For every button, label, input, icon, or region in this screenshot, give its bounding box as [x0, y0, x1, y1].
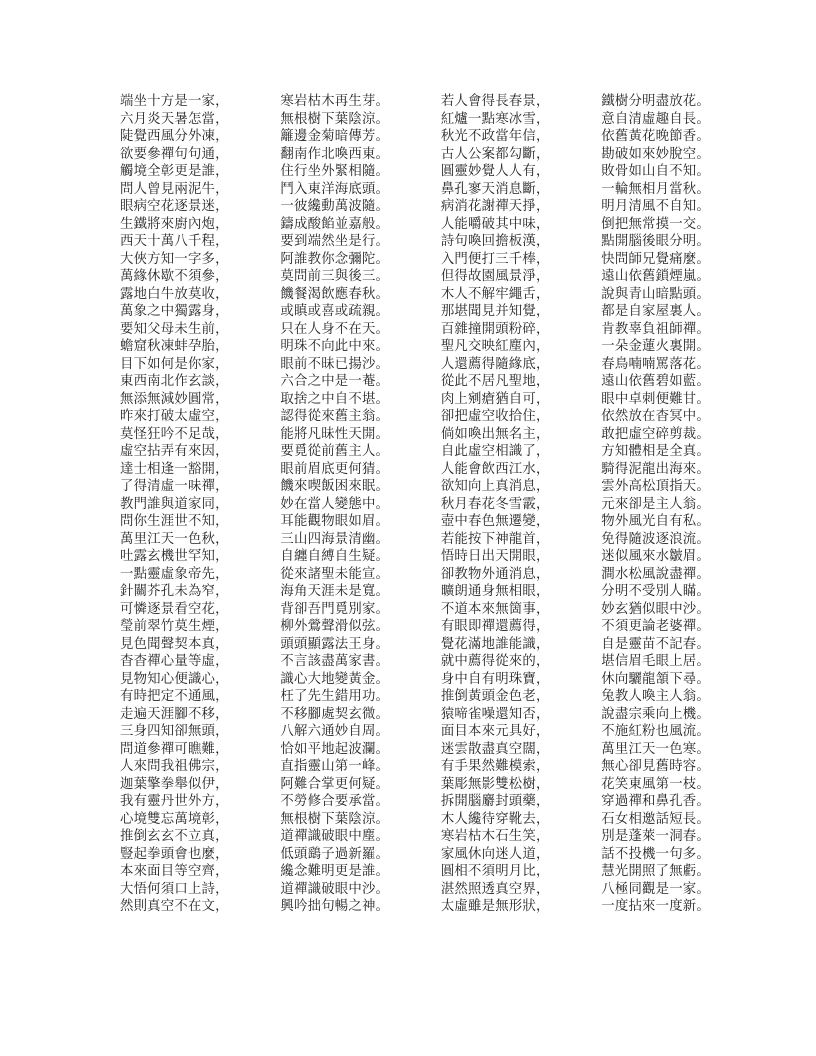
- verse-line: [120, 881, 710, 899]
- verse-phrase: 紅爐一點寒冰雪，: [440, 111, 550, 127]
- verse-phrase: 敢把虛空碎剪裁。: [601, 426, 710, 442]
- verse-line: [120, 93, 710, 111]
- verse-phrase: 話不投機一句多。: [601, 846, 710, 862]
- verse-line: [120, 846, 710, 864]
- verse-phrase: 一點靈虛象帝先，: [120, 566, 229, 582]
- verse-line: [120, 898, 710, 916]
- verse-phrase: 家風休向迷人道，: [440, 846, 550, 862]
- verse-line: [120, 111, 710, 129]
- verse-line: [120, 181, 710, 199]
- verse-phrase: 一朵金蓮火裏開。: [601, 339, 710, 354]
- verse-phrase: 澗水松風說盡禪。: [601, 566, 710, 582]
- verse-phrase: 昨來打破太虛空，: [120, 409, 229, 424]
- verse-phrase: 蟾窟秋凍蚌孕胎，: [120, 339, 229, 354]
- verse-phrase: 雲外高松頂指天。: [601, 479, 710, 494]
- verse-phrase: 六合之中是一菴。: [280, 374, 390, 389]
- verse-phrase: 肯教辜負祖師禪。: [601, 321, 710, 337]
- verse-phrase: 或瞋或喜或疏親。: [280, 304, 390, 319]
- verse-phrase: 不勞修合要承當。: [280, 794, 390, 809]
- verse-line: [120, 671, 710, 689]
- verse-phrase: 不移腳處契玄微。: [280, 706, 390, 722]
- verse-phrase: 就中薦得從來的，: [440, 654, 550, 669]
- verse-line: [120, 653, 710, 671]
- verse-phrase: 一輪無相月當秋。: [601, 181, 710, 197]
- verse-phrase: 虛空拈弄有來因，: [120, 444, 229, 459]
- verse-phrase: 推倒玄玄不立真，: [120, 829, 229, 844]
- verse-phrase: 興吟拙句暢之神。: [280, 899, 390, 914]
- verse-phrase: 明月清風不自知。: [601, 199, 710, 214]
- verse-phrase: 露地白牛放莫收，: [120, 286, 229, 302]
- verse-line: [120, 828, 710, 846]
- verse-phrase: 依舊黃花晚節香。: [601, 129, 710, 144]
- verse-phrase: 識心大地變黃金。: [280, 671, 390, 687]
- verse-phrase: 不須更論老婆禪。: [601, 619, 710, 634]
- verse-phrase: 木人纔待穿靴去，: [440, 811, 550, 827]
- verse-phrase: 饑餐渴飲應春秋。: [280, 286, 390, 302]
- verse-phrase: 遠山依舊鎖煙嵐。: [601, 269, 710, 284]
- verse-phrase: 病消花謝禪天掙，: [440, 199, 550, 214]
- verse-phrase: 寒岩枯木再生芽。: [280, 94, 390, 109]
- verse-line: [120, 776, 710, 794]
- verse-line: [120, 548, 710, 566]
- verse-phrase: 三身四知卻無頭，: [120, 724, 229, 739]
- verse-phrase: 然則真空不在文，: [120, 899, 229, 914]
- verse-phrase: 說與青山暗點頭。: [601, 286, 710, 302]
- verse-phrase: 海角天涯未是寬。: [280, 584, 390, 599]
- verse-phrase: 推倒黃頭金色老，: [440, 689, 550, 704]
- verse-line: [120, 723, 710, 741]
- verse-phrase: 木人不解牢繩舌，: [440, 286, 550, 302]
- verse-phrase: 要到端然坐是行。: [280, 234, 390, 249]
- verse-line: [120, 216, 710, 234]
- verse-line: [120, 128, 710, 146]
- verse-phrase: 阿誰教你念彌陀。: [280, 251, 390, 267]
- verse-phrase: 湛然照透真空界，: [440, 881, 550, 897]
- verse-phrase: 能將凡昧性天開。: [280, 426, 390, 442]
- verse-phrase: 說盡宗乘向上機。: [601, 706, 710, 722]
- verse-line: [120, 513, 710, 531]
- verse-phrase: 有眼即禪還薦得，: [440, 619, 550, 634]
- verse-line: [120, 531, 710, 549]
- verse-phrase: 問道參禪可瞧難，: [120, 741, 229, 757]
- verse-phrase: 秋月春花冬雪霰，: [440, 496, 550, 512]
- verse-phrase: 直指靈山第一峰。: [280, 759, 390, 774]
- verse-phrase: 自此虛空相識了，: [440, 444, 550, 459]
- verse-line: [120, 233, 710, 251]
- verse-phrase: 不道本來無箇事，: [440, 601, 550, 617]
- verse-line: [120, 408, 710, 426]
- poem-page: [120, 93, 710, 916]
- verse-phrase: 吐露玄機世罕知，: [120, 549, 229, 564]
- verse-phrase: 身中自有明珠寶，: [440, 671, 550, 687]
- verse-phrase: 要覓從前舊主人。: [280, 444, 390, 459]
- verse-phrase: 問人曾見兩泥牛，: [120, 181, 229, 197]
- verse-phrase: 覺花滿地誰能識，: [440, 636, 550, 652]
- verse-phrase: 恰如平地起波瀾。: [280, 741, 390, 757]
- verse-line: [120, 636, 710, 654]
- verse-phrase: 古人公案都勾斷，: [440, 146, 550, 162]
- verse-phrase: 物外風光自有私。: [601, 514, 710, 529]
- verse-phrase: 眼前眉底更何猜。: [280, 461, 390, 477]
- verse-line: [120, 583, 710, 601]
- verse-line: [120, 496, 710, 514]
- verse-line: [120, 286, 710, 304]
- verse-phrase: 西天十萬八千程，: [120, 234, 229, 249]
- verse-phrase: 我有靈丹世外方，: [120, 794, 229, 809]
- verse-phrase: 那堪聞見并知覺，: [440, 304, 550, 319]
- verse-phrase: 人能嚼破其中味，: [440, 216, 550, 232]
- verse-phrase: 頭頭顯露法王身。: [280, 636, 390, 652]
- verse-phrase: 六月炎天暑怎當，: [120, 111, 229, 127]
- verse-phrase: 耳能觀物眼如眉。: [280, 514, 390, 529]
- verse-phrase: 饑來喫飯困來眠。: [280, 479, 390, 494]
- verse-phrase: 妙玄猶似眼中沙。: [601, 601, 710, 617]
- verse-phrase: 認得從來舊主翁。: [280, 409, 390, 424]
- verse-phrase: 本來面目等空齊，: [120, 864, 229, 879]
- verse-phrase: 八極同觀是一家。: [601, 881, 710, 897]
- verse-phrase: 道禪識破眼中沙。: [280, 881, 390, 897]
- verse-phrase: 枉了先生錯用功。: [280, 689, 390, 704]
- verse-phrase: 人還薦得隨緣底，: [440, 356, 550, 372]
- verse-line: [120, 443, 710, 461]
- verse-line: [120, 146, 710, 164]
- verse-line: [120, 741, 710, 759]
- verse-phrase: 太虛雖是無形狀，: [440, 899, 550, 914]
- verse-phrase: 低頭鷂子過新羅。: [280, 846, 390, 862]
- verse-phrase: 曠朗通身無相眼，: [440, 584, 550, 599]
- verse-phrase: 取捨之中自不堪。: [280, 391, 390, 407]
- verse-phrase: 背卻吾門覓別家。: [280, 601, 390, 617]
- verse-line: [120, 688, 710, 706]
- verse-phrase: 元來卻是主人翁。: [601, 496, 710, 512]
- verse-phrase: 兔教人喚主人翁。: [601, 689, 710, 704]
- verse-phrase: 陡覺西風分外凍，: [120, 129, 229, 144]
- verse-phrase: 卻把虛空收拾住，: [440, 409, 550, 424]
- verse-phrase: 萬緣休歇不須參，: [120, 269, 229, 284]
- verse-phrase: 眼前不昧已揚沙。: [280, 356, 390, 372]
- verse-phrase: 拆開腦麝封頭藥，: [440, 794, 550, 809]
- verse-phrase: 無心卻見舊時容。: [601, 759, 710, 774]
- verse-phrase: 人能會飲西江水，: [440, 461, 550, 477]
- verse-phrase: 石女相邀話短長。: [601, 811, 710, 827]
- verse-phrase: 別是蓬萊一洞春。: [601, 829, 710, 844]
- verse-phrase: 無根樹下葉陰涼。: [280, 111, 390, 127]
- verse-phrase: 無添無減妙圓常，: [120, 391, 229, 407]
- verse-phrase: 見物知心便識心，: [120, 671, 229, 687]
- verse-phrase: 端坐十方是一家，: [120, 94, 229, 109]
- verse-phrase: 快問師兄覺痛麼。: [601, 251, 710, 267]
- verse-phrase: 卻教物外通消息，: [440, 566, 550, 582]
- verse-phrase: 眼中卓刺便難甘。: [601, 391, 710, 407]
- verse-phrase: 秋光不政當年信，: [440, 129, 550, 144]
- verse-phrase: 百雜撞開頭粉碎，: [440, 321, 550, 337]
- verse-phrase: 方知體相是全真。: [601, 444, 710, 459]
- verse-line: [120, 811, 710, 829]
- verse-phrase: 但得故園風景淨，: [440, 269, 550, 284]
- verse-line: [120, 391, 710, 409]
- verse-phrase: 欲知向上真消息，: [440, 479, 550, 494]
- verse-phrase: 萬里江天一色寒。: [601, 741, 710, 757]
- verse-phrase: 住行坐外緊相隨。: [280, 164, 390, 179]
- verse-phrase: 眼病空花逐景迷，: [120, 199, 229, 214]
- verse-phrase: 若能按下神龍首，: [440, 531, 550, 547]
- verse-phrase: 面目本來元具好，: [440, 724, 550, 739]
- verse-phrase: 遠山依舊碧如藍。: [601, 374, 710, 389]
- verse-phrase: 杳杳禪心量等虛，: [120, 654, 229, 669]
- verse-phrase: 穿過禪和鼻孔香。: [601, 794, 710, 809]
- verse-phrase: 莫問前三與後三。: [280, 269, 390, 284]
- verse-phrase: 可憐逐景看空花，: [120, 601, 229, 617]
- verse-line: [120, 566, 710, 584]
- verse-phrase: 大悟何須口上詩，: [120, 881, 229, 897]
- verse-line: [120, 303, 710, 321]
- verse-phrase: 勘破如來妙脫空。: [601, 146, 710, 162]
- verse-phrase: 壺中春色無遷變，: [440, 514, 550, 529]
- verse-phrase: 豎起拳頭會也麼，: [120, 846, 229, 862]
- verse-phrase: 肉上剜瘡猶自可，: [440, 391, 550, 407]
- verse-phrase: 萬象之中獨露身，: [120, 304, 229, 319]
- verse-phrase: 道禪識破眼中塵。: [280, 829, 390, 844]
- verse-phrase: 迷雲散盡真空闊，: [440, 741, 550, 757]
- verse-phrase: 騎得泥龍出海來。: [601, 461, 710, 477]
- verse-line: [120, 338, 710, 356]
- verse-line: [120, 478, 710, 496]
- verse-phrase: 三山四海景清幽。: [280, 531, 390, 547]
- verse-line: [120, 321, 710, 339]
- verse-phrase: 教門誰與道家同，: [120, 496, 229, 512]
- verse-phrase: 悟時日出天開眼，: [440, 549, 550, 564]
- verse-phrase: 阿難合掌更何疑。: [280, 776, 390, 792]
- verse-phrase: 詩句喚回擔板漢，: [440, 234, 550, 249]
- verse-line: [120, 356, 710, 374]
- verse-phrase: 一彼纔動萬波隨。: [280, 199, 390, 214]
- verse-phrase: 不施紅粉也風流。: [601, 724, 710, 739]
- verse-phrase: 觸境全彰更是誰，: [120, 164, 229, 179]
- verse-phrase: 莫怪狂吟不足哉，: [120, 426, 229, 442]
- verse-phrase: 圓相不須明月比，: [440, 864, 550, 879]
- verse-phrase: 有手果然難模索，: [440, 759, 550, 774]
- verse-line: [120, 373, 710, 391]
- verse-line: [120, 618, 710, 636]
- verse-phrase: 心境雙忘萬境彰，: [120, 811, 229, 827]
- verse-phrase: 入門便打三千棒，: [440, 251, 550, 267]
- verse-phrase: 圓靈妙覺人人有，: [440, 164, 550, 179]
- verse-phrase: 走遍天涯腳不移，: [120, 706, 229, 722]
- verse-phrase: 問你生涯世不知，: [120, 514, 229, 529]
- verse-phrase: 鐵樹分明盡放花。: [601, 94, 710, 109]
- verse-phrase: 柳外鶯聲滑似弦。: [280, 619, 390, 634]
- verse-phrase: 依然放在杳冥中。: [601, 409, 710, 424]
- verse-line: [120, 198, 710, 216]
- verse-phrase: 猿啼雀噪還知否，: [440, 706, 550, 722]
- verse-line: [120, 461, 710, 479]
- verse-phrase: 生鐵將來廚內炮，: [120, 216, 229, 232]
- verse-phrase: 見色聞聲契本真，: [120, 636, 229, 652]
- verse-phrase: 針關芥孔未為窄，: [120, 584, 229, 599]
- verse-phrase: 寒岩枯木石生笑，: [440, 829, 550, 844]
- verse-phrase: 鬥入東洋海底頭。: [280, 181, 390, 197]
- verse-line: [120, 601, 710, 619]
- verse-line: [120, 163, 710, 181]
- verse-phrase: 鑄成酸餡並嘉般。: [280, 216, 390, 232]
- verse-phrase: 瑩前翠竹莫生煙，: [120, 619, 229, 634]
- verse-phrase: 了得清虛一味禪，: [120, 479, 229, 494]
- verse-phrase: 迦葉擎拳舉似伊，: [120, 776, 229, 792]
- verse-phrase: 達士相逢一豁開，: [120, 461, 229, 477]
- verse-phrase: 倒把無常摸一交。: [601, 216, 710, 232]
- verse-phrase: 人來問我祖佛宗，: [120, 759, 229, 774]
- verse-phrase: 從來諸聖未能宣。: [280, 566, 390, 582]
- verse-phrase: 分明不受別人瞞。: [601, 584, 710, 599]
- verse-phrase: 不言該盡萬家書。: [280, 654, 390, 669]
- verse-phrase: 敗骨如山自不知。: [601, 164, 710, 179]
- verse-phrase: 有時把定不通風，: [120, 689, 229, 704]
- verse-phrase: 免得隨波逐浪流。: [601, 531, 710, 547]
- verse-phrase: 明珠不向此中來。: [280, 339, 390, 354]
- verse-line: [120, 863, 710, 881]
- verse-phrase: 迷似風來水皺眉。: [601, 549, 710, 564]
- verse-phrase: 纔念難明更是誰。: [280, 864, 390, 879]
- verse-phrase: 妙在當人變態中。: [280, 496, 390, 512]
- verse-phrase: 意自清虛趣自長。: [601, 111, 710, 127]
- verse-phrase: 八解六通妙自周。: [280, 724, 390, 739]
- verse-phrase: 萬里江天一色秋，: [120, 531, 229, 547]
- verse-phrase: 只在人身不在天。: [280, 321, 390, 337]
- verse-phrase: 翻南作北喚西東。: [280, 146, 390, 162]
- verse-phrase: 鼻孔寥天消息斷，: [440, 181, 550, 197]
- verse-phrase: 自纏自縛自生疑。: [280, 549, 390, 564]
- verse-phrase: 葉彫無影雙松樹，: [440, 776, 550, 792]
- verse-phrase: 花笑東風第一枝。: [601, 776, 710, 792]
- verse-line: [120, 426, 710, 444]
- verse-phrase: 堪信眉毛眼上居。: [601, 654, 710, 669]
- verse-phrase: 一度拈來一度新。: [601, 899, 710, 914]
- verse-phrase: 目下如何是你家，: [120, 356, 229, 372]
- verse-phrase: 大俠方知一字多，: [120, 251, 229, 267]
- verse-phrase: 春鳥喃喃罵落花。: [601, 356, 710, 372]
- verse-line: [120, 793, 710, 811]
- verse-phrase: 欲要參禪句句通，: [120, 146, 229, 162]
- verse-phrase: 籬邊金菊暗傳芳。: [280, 129, 390, 144]
- verse-phrase: 慧光開照了無虧。: [601, 864, 710, 879]
- verse-phrase: 倘如喚出無名主，: [440, 426, 550, 442]
- verse-phrase: 要知父母未生前，: [120, 321, 229, 337]
- verse-line: [120, 268, 710, 286]
- verse-line: [120, 758, 710, 776]
- verse-phrase: 都是自家屋裏人。: [601, 304, 710, 319]
- verse-phrase: 休向驪龍頷下尋。: [601, 671, 710, 687]
- verse-phrase: 無根樹下葉陰涼。: [280, 811, 390, 827]
- verse-phrase: 聖凡交映紅塵內，: [440, 339, 550, 354]
- verse-phrase: 自是靈苗不記春。: [601, 636, 710, 652]
- verse-phrase: 若人會得長春景，: [440, 94, 550, 109]
- verse-line: [120, 706, 710, 724]
- verse-phrase: 從此不居凡聖地，: [440, 374, 550, 389]
- verse-phrase: 東西南北作玄談，: [120, 374, 229, 389]
- verse-line: [120, 251, 710, 269]
- verse-phrase: 點開腦後眼分明。: [601, 234, 710, 249]
